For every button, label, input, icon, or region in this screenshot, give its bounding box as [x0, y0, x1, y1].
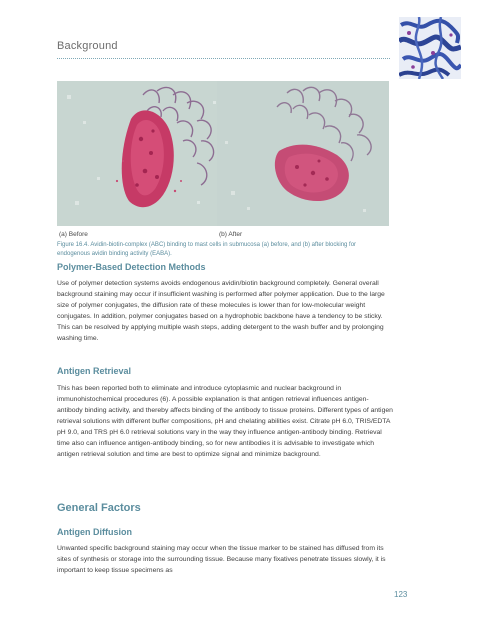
page-number: 123 — [394, 590, 408, 599]
section-heading-general-factors: General Factors — [57, 502, 141, 514]
stained-tissue-thumbnail-icon — [399, 17, 461, 79]
section-heading-polymer: Polymer-Based Detection Methods — [57, 262, 206, 272]
subheading-antigen-diffusion: Antigen Diffusion — [57, 527, 132, 537]
section-heading-antigen-retrieval: Antigen Retrieval — [57, 366, 132, 376]
figure-caption: Figure 16.4. Avidin-biotin-complex (ABC) binding to mast cells in submucosa (a) before, and (b) after blocking for endogenous avidin binding activity (EABA). — [57, 242, 357, 257]
section-paragraph-polymer: Use of polymer detection systems avoids endogenous avidin/biotin background completely. General overall background staining may occur if insufficient washing is performed after polymer application. Due to the large size of polymer conjugates, the diffusion rate of these molecules is lower than for low-molecular weight conjugates. In addition, polymer conjugates based on a hydrophobic backbone have a tendency to be sticky. This can be resolved by applying multiple wash steps, adding detergent to the wash buffer and by prolonging washing time. — [57, 280, 385, 342]
header-dotted-rule — [57, 58, 390, 59]
running-header: Background — [57, 40, 118, 52]
section-paragraph-antigen-diffusion: Unwanted specific background staining may occur when the tissue marker to be stained has diffused from its sites of synthesis or storage into the surrounding tissue. Because many fixatives penetrate tissues slowly, it is important to keep tissue specimens as — [57, 545, 386, 574]
panel-b-label: (b) After — [219, 231, 243, 238]
micrograph-after — [217, 81, 389, 226]
section-paragraph-antigen-retrieval: This has been reported both to eliminate and introduce cytoplasmic and nuclear background in immunohistochemical procedures (6). A possible explanation is that antigen retrieval influences antigen-antibody binding activity, and thereby affects binding of the antibody to tissue proteins. Different types of antigen retrieval solutions with different buffer compositions, pH and chelating abilities exist. Citrate pH 6.0, TRIS/EDTA pH 9.0, and TRS pH 6.0 retrieval solutions vary in the way they influence antigen-antibody binding. Retrieval time also can influence antigen-antibody binding, so for new antibodies it is advisable to investigate which antigen retrieval solution and time are best to optimize signal and minimize background. — [57, 385, 393, 458]
panel-a-label: (a) Before — [59, 231, 88, 238]
micrograph-before — [57, 81, 229, 226]
